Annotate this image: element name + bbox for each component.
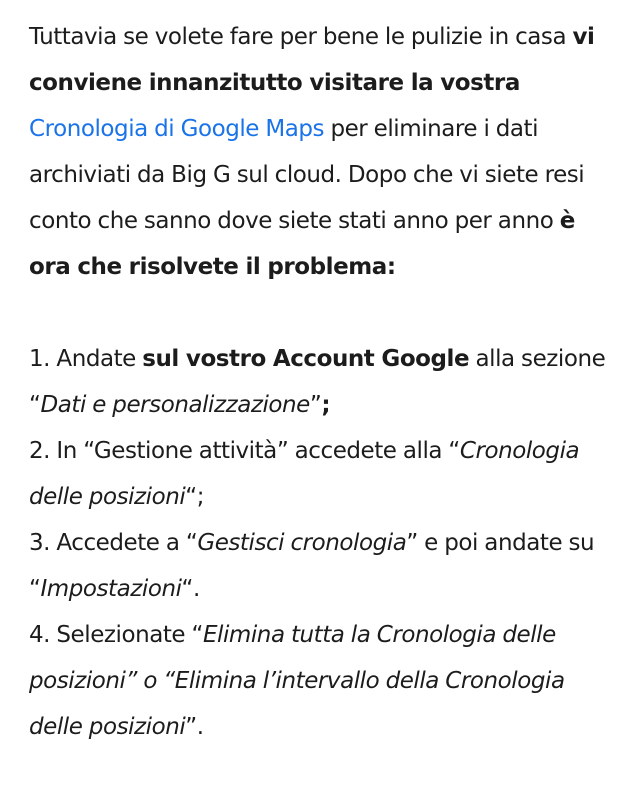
step-1-italic: Dati e personalizzazione [40, 392, 310, 418]
step-2-suffix: “; [185, 484, 205, 510]
intro-bold-2: è ora che risolvete il problema: [29, 208, 575, 280]
google-maps-history-link[interactable]: Cronologia di Google Maps [29, 116, 325, 142]
step-3-middle: ” e poi andate su “ [29, 530, 595, 602]
intro-text-2: per eliminare i dati archiviati da Big G sul cloud. Dopo che vi siete resi conto che sanno dove siete stati anno per anno [29, 116, 585, 234]
step-2 [29, 438, 579, 510]
step-1-prefix: 1. Andate [29, 346, 143, 372]
step-4-italic: Elimina tutta la Cronologia delle posizioni” o “Elimina l’intervallo della Cronologia delle posizioni [29, 622, 565, 740]
step-2-prefix: 2. In “Gestione attività” accedete alla “ [29, 438, 460, 464]
step-3 [29, 530, 594, 602]
steps-paragraph [29, 336, 609, 750]
step-3-prefix: 3. Accedete a “ [29, 530, 198, 556]
step-1-semicolon: ; [321, 392, 331, 418]
paragraph-gap [29, 290, 609, 336]
step-3-italic: Gestisci cronologia [197, 530, 407, 556]
step-1-middle: alla sezione “ [29, 346, 606, 418]
step-2-italic: Cronologia delle posizioni [29, 438, 580, 510]
step-3-italic-2: Impostazioni [40, 576, 182, 602]
step-4-suffix: ”. [185, 714, 204, 740]
step-4-prefix: 4. Selezionate “ [29, 622, 203, 648]
intro-bold-1: vi conviene innanzitutto visitare la vostra [29, 24, 595, 96]
step-4 [29, 622, 565, 740]
step-3-suffix: “. [181, 576, 200, 602]
step-1-close-quote: ” [309, 392, 322, 418]
step-1 [29, 346, 605, 418]
article-body [29, 14, 609, 750]
step-1-bold: sul vostro Account Google [142, 346, 470, 372]
intro-paragraph [29, 14, 609, 290]
intro-text-1: Tuttavia se volete fare per bene le pulizie in casa [29, 24, 573, 50]
